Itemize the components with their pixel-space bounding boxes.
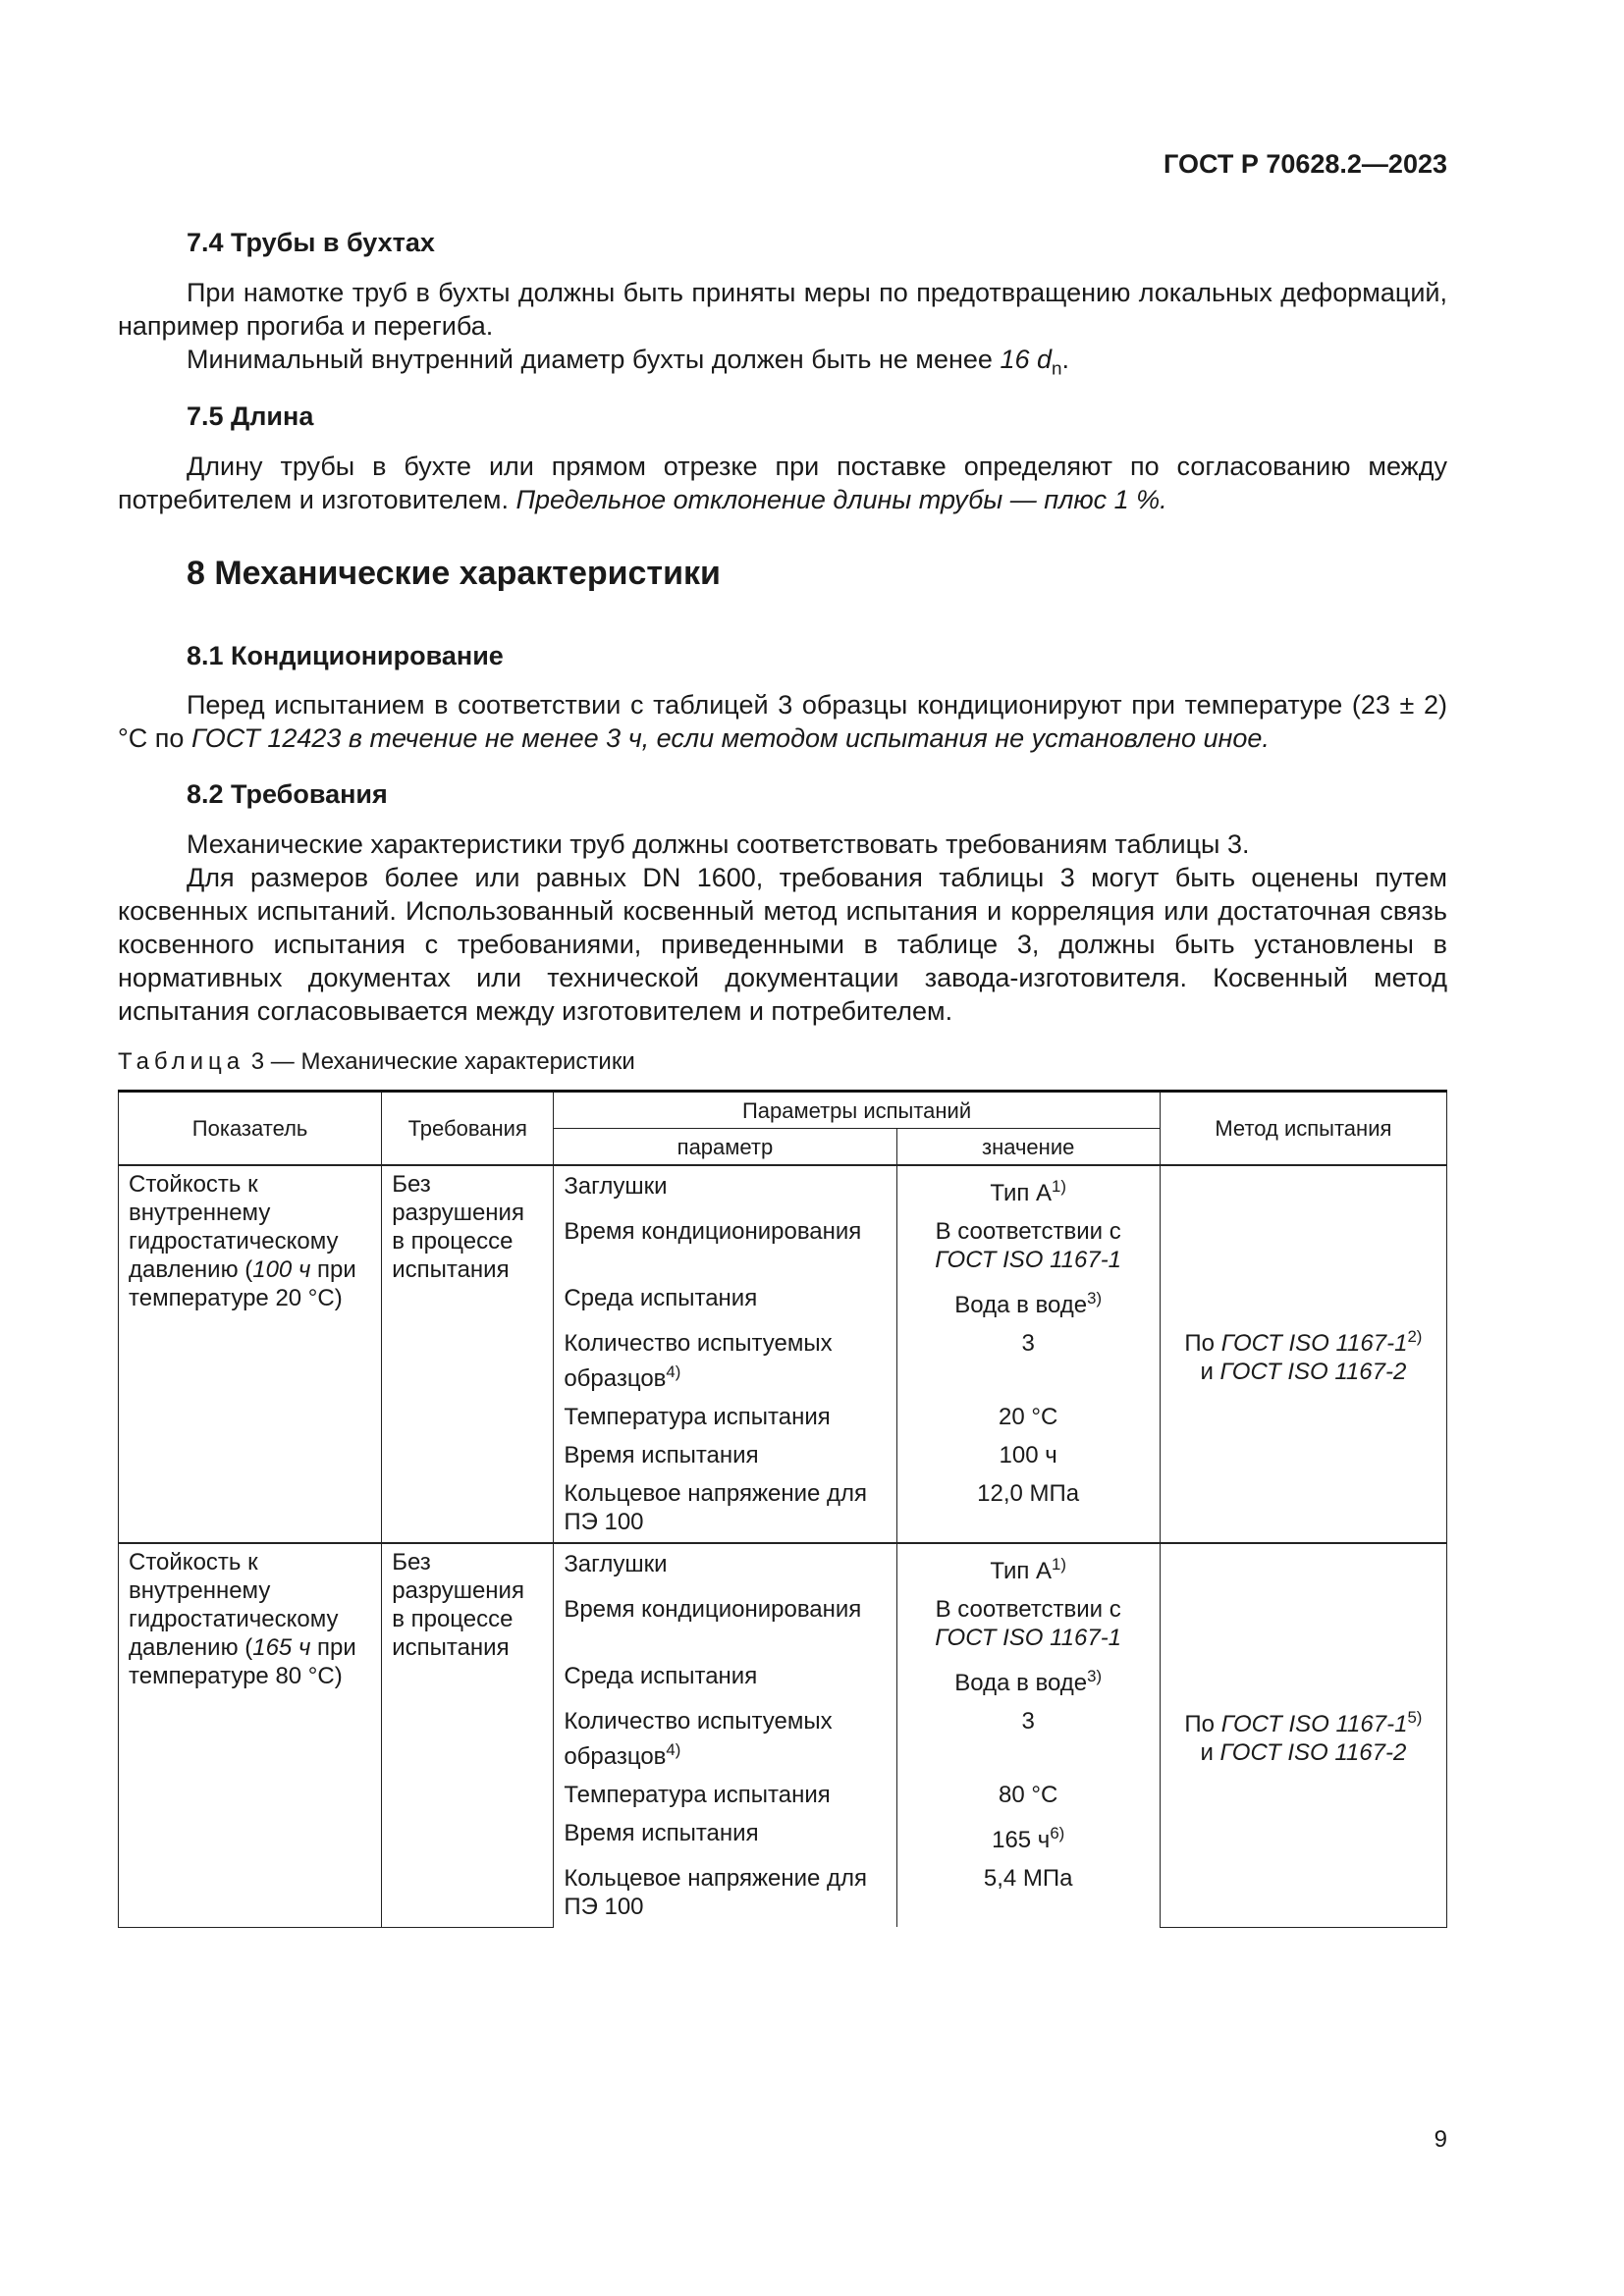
param-cell: Кольцевое напряжение для ПЭ 100 [554,1858,896,1927]
param-cell: Заглушки [554,1165,896,1211]
method-text: и [1200,1359,1214,1385]
indicator-text-end: при температуре 20 °С) [129,1256,356,1311]
value-cell: 3 [896,1323,1160,1397]
diameter-value: 16 d [1000,345,1053,374]
value-cell: 20 °С [896,1397,1160,1435]
method-cell [1160,1543,1446,1927]
value-cell [896,1278,1160,1323]
value-cell [896,1165,1160,1211]
value-cell [896,1589,1160,1656]
value-cell: 3 [896,1701,1160,1775]
footnote-ref: 1) [1052,1555,1066,1574]
header-value: значение [896,1129,1160,1166]
param-cell [554,1323,896,1397]
method-text: По [1184,1711,1216,1738]
section-7-4-heading: 7.4 Трубы в бухтах [187,228,435,257]
requirement-cell: Без разрушения в процессе испытания [382,1165,554,1543]
value-text: Тип А [990,1558,1053,1584]
paragraph-italic: Предельное отклонение длины трубы — плюс 1 %. [515,485,1167,514]
header-requirements: Требования [382,1092,554,1166]
param-cell: Время испытания [554,1435,896,1473]
section-8-2-paragraph-1 [118,828,1447,861]
section-8-2-heading: 8.2 Требования [187,779,388,809]
section-7-5-paragraph [118,450,1447,516]
value-cell [896,1656,1160,1701]
footnote-ref: 2) [1407,1327,1423,1346]
param-cell: Время кондиционирования [554,1589,896,1656]
table-group-1 [119,1165,1447,1543]
table-row [119,1165,1447,1211]
section-7-4-paragraph-1 [118,276,1447,343]
value-standard: ГОСТ ISO 1167-1 [935,1247,1122,1273]
header-test-parameters: Параметры испытаний [554,1092,1160,1129]
method-cell [1160,1165,1446,1543]
indicator-cell [119,1165,382,1543]
indicator-cell [119,1543,382,1927]
page-number: 9 [1434,2126,1447,2153]
value-text: Тип А [990,1180,1053,1206]
indicator-text: Стойкость к внутреннему гидростатическому давлению ( [129,1171,339,1283]
value-cell [896,1813,1160,1858]
section-8-heading: 8 Механические характеристики [187,555,721,592]
value-cell: 100 ч [896,1435,1160,1473]
value-cell: 12,0 МПа [896,1473,1160,1543]
value-text: В соответствии с [935,1218,1121,1245]
footnote-ref: 6) [1050,1824,1065,1842]
value-standard: ГОСТ ISO 1167-1 [935,1625,1122,1651]
method-text: По [1184,1330,1216,1357]
param-text: Количество испытуемых образцов [564,1330,833,1392]
param-cell [554,1701,896,1775]
indicator-duration: 100 ч [252,1256,311,1283]
footnote-ref: 4) [666,1362,681,1381]
section-7-4-paragraph-2 [118,343,1447,386]
paragraph-text: Минимальный внутренний диаметр бухты должен быть не менее [187,345,993,374]
diameter-subscript: n [1052,358,1062,380]
section-8-1-paragraph [118,688,1447,755]
indicator-text: Стойкость к внутреннему гидростатическому давлению ( [129,1549,339,1661]
indicator-duration: 165 ч [252,1634,311,1661]
paragraph-text: Длину трубы в бухте или прямом отрезке при поставке определяют по согласованию между потребителем и изготовителем. [118,452,1447,514]
section-8-1-heading: 8.1 Кондиционирование [187,641,504,670]
param-cell: Среда испытания [554,1656,896,1701]
header-parameter: параметр [554,1129,896,1166]
footnote-ref: 1) [1052,1177,1066,1196]
param-cell: Время кондиционирования [554,1211,896,1278]
table-caption-title: 3 — Механические характеристики [250,1048,635,1075]
table-caption [118,1048,635,1076]
header-indicator: Показатель [119,1092,382,1166]
method-standard-1: ГОСТ ISO 1167-1 [1220,1330,1408,1357]
value-cell: 80 °С [896,1775,1160,1813]
header-test-method: Метод испытания [1160,1092,1446,1166]
value-cell [896,1211,1160,1278]
value-text: В соответствии с [935,1596,1121,1623]
value-text: Вода в воде [954,1292,1088,1318]
table-group-2 [119,1543,1447,1927]
method-text: и [1200,1739,1214,1767]
paragraph-text: Для размеров более или равных DN 1600, требования таблицы 3 могут быть оценены путем косвенных испытаний. Использованный косвенный метод испытания и корреляция или достаточная связь косвенного испытания с требованиями, приведенными в таблице 3, должны быть установлены в нормативных документах или технической документации завода-изготовителя. Косвенный метод испытания согласовывается между изготовителем и потребителем. [118,863,1447,1026]
section-8-2-paragraph-2 [118,861,1447,1028]
value-cell [896,1543,1160,1589]
param-cell: Среда испытания [554,1278,896,1323]
table-row [119,1543,1447,1589]
param-cell: Температура испытания [554,1775,896,1813]
method-standard-1: ГОСТ ISO 1167-1 [1220,1711,1408,1738]
section-7-5-heading: 7.5 Длина [187,401,314,431]
param-cell: Заглушки [554,1543,896,1589]
paragraph-text: Перед испытанием в соответствии с таблицей 3 образцы кондиционируют при температуре (23 ± 2) °С по [118,690,1447,753]
value-text: Вода в воде [954,1670,1088,1696]
param-cell: Время испытания [554,1813,896,1858]
footnote-ref: 4) [666,1740,681,1759]
param-text: Количество испытуемых образцов [564,1708,833,1770]
paragraph-end: . [1061,345,1070,374]
indicator-text-end: при температуре 80 °С) [129,1634,356,1689]
footnote-ref: 5) [1407,1708,1423,1728]
document-code: ГОСТ Р 70628.2—2023 [1164,149,1447,179]
footnote-ref: 3) [1087,1667,1103,1685]
method-standard-2: ГОСТ ISO 1167-2 [1219,1359,1407,1385]
method-standard-2: ГОСТ ISO 1167-2 [1219,1739,1407,1767]
requirement-cell: Без разрушения в процессе испытания [382,1543,554,1927]
mechanical-properties-table [118,1090,1447,1928]
footnote-ref: 3) [1087,1289,1103,1308]
value-cell: 5,4 МПа [896,1858,1160,1927]
value-text: 165 ч [992,1827,1051,1853]
paragraph-italic: ГОСТ 12423 в течение не менее 3 ч, если методом испытания не установлено иное. [190,723,1270,753]
param-cell: Температура испытания [554,1397,896,1435]
paragraph-text: Механические характеристики труб должны соответствовать требованиям таблицы 3. [187,829,1250,859]
paragraph-text: При намотке труб в бухты должны быть приняты меры по предотвращению локальных деформаций, например прогиба и перегиба. [118,278,1447,341]
param-cell: Кольцевое напряжение для ПЭ 100 [554,1473,896,1543]
table-caption-label: Таблица [118,1048,245,1075]
